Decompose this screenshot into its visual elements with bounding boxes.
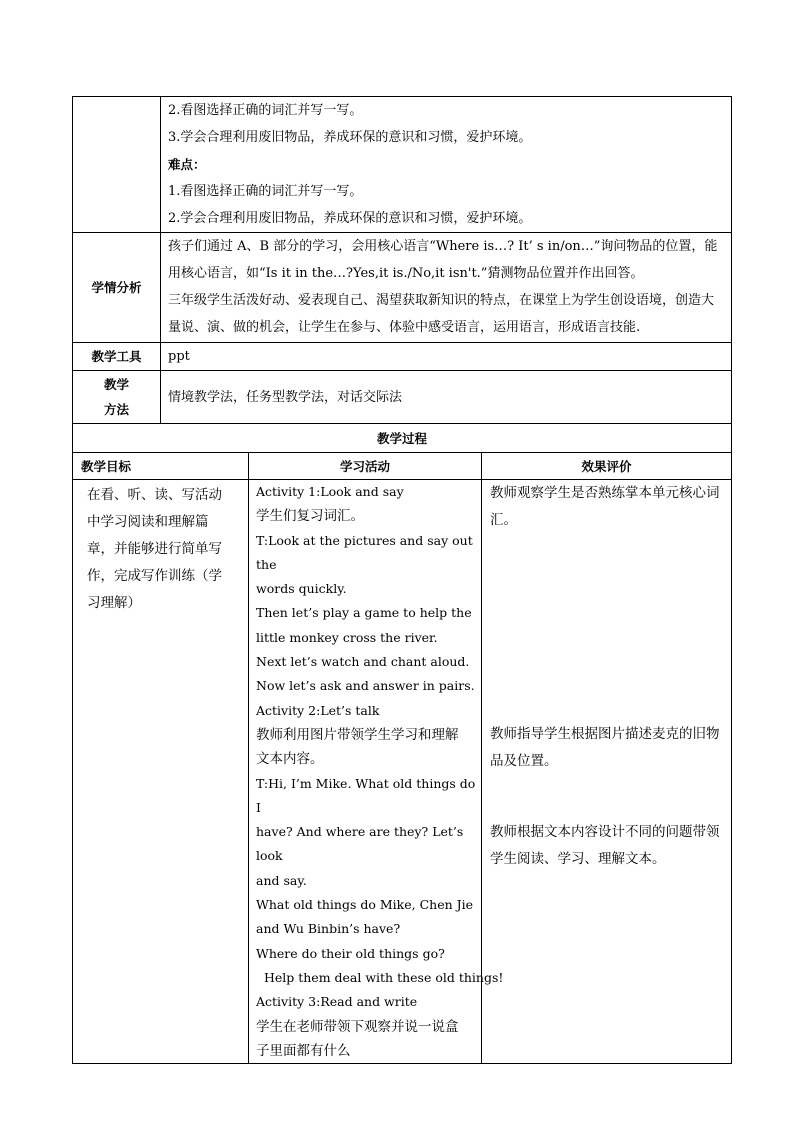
activity-line: Activity 1:Look and say	[256, 484, 404, 499]
header-goal: 教学目标	[73, 453, 249, 480]
process-header-row	[73, 453, 732, 480]
activity-line: Then let’s play a game to help the	[256, 605, 472, 621]
learning-analysis-content	[161, 233, 732, 343]
methods-label-line-2: 方法	[103, 402, 129, 417]
methods-value: 情境教学法，任务型教学法，对话交际法	[168, 389, 403, 405]
activity-line: T:Hi, I’m Mike. What old things do I	[256, 775, 476, 815]
activity-line: 学生们复习词汇。	[256, 508, 364, 525]
goal-cell	[73, 480, 249, 1064]
activity-line: T:Look at the pictures and say out the	[256, 532, 473, 572]
activity-line: What old things do Mike, Chen Jie	[256, 897, 474, 913]
activity-line: have? And where are they? Let’s look	[256, 824, 464, 864]
learning-analysis-row	[73, 233, 732, 343]
difficulty-line-1: 1.看图选择正确的词汇并写一写。	[168, 184, 363, 199]
learning-analysis-label: 学情分析	[73, 233, 161, 343]
activity-cell	[249, 480, 504, 1064]
objective-line-2: 2.看图选择正确的词汇并写一写。	[168, 103, 363, 118]
methods-row	[73, 371, 732, 424]
difficulty-line-2: 2.学会合理利用废旧物品，养成环保的意识和习惯，爱护环境。	[168, 211, 532, 226]
learning-analysis-para-1: 孩子们通过 A、B 部分的学习，会用核心语言“Where is…? It’ s in/on…”询问物品的位置，能用核心语言，如“Is it in the…?Yes,it is./No,it isn't.”猜测物品位置并作出回答。	[168, 239, 718, 281]
difficulty-content-cell	[161, 97, 732, 233]
evaluation-1: 教师观察学生是否熟练掌本单元核心词汇。	[490, 485, 720, 528]
activity-line: Next let’s watch and chant aloud.	[256, 654, 470, 670]
methods-value-cell	[161, 371, 732, 424]
tools-value: ppt	[168, 349, 190, 364]
difficulty-label-cell	[73, 97, 161, 233]
process-title-row	[73, 424, 732, 453]
activity-line: 子里面都有什么	[256, 1042, 351, 1059]
evaluation-3: 教师根据文本内容设计不同的问题带领学生阅读、学习、理解文本。	[490, 824, 720, 867]
activity-line: and say.	[256, 872, 307, 888]
activity-line: 教师利用图片带领学生学习和理解	[256, 726, 459, 743]
learning-analysis-para-2: 三年级学生活泼好动、爱表现自己、渴望获取新知识的特点，在课堂上为学生创设语境，创造大量说、演、做的机会，让学生在参与、体验中感受语言，运用语言，形成语言技能.	[168, 293, 715, 335]
activity-line: and Wu Binbin’s have?	[256, 921, 401, 937]
goal-text: 在看、听、读、写活动中学习阅读和理解篇章，并能够进行简单写作，完成写作训练（学习理解）	[87, 487, 222, 611]
evaluation-cell	[482, 480, 732, 1064]
methods-label	[73, 371, 161, 424]
activity-line: Activity 2:Let’s talk	[256, 702, 380, 718]
activity-line: 学生在老师带领下观察并说一说盒	[256, 1018, 459, 1035]
evaluation-2: 教师指导学生根据图片描述麦克的旧物品及位置。	[490, 726, 720, 769]
objective-line-3: 3.学会合理利用废旧物品，养成环保的意识和习惯，爱护环境。	[168, 130, 532, 145]
tools-row	[73, 343, 732, 371]
difficulty-heading: 难点：	[168, 157, 206, 172]
activity-line: Where do their old things go?	[256, 945, 445, 961]
activity-line: Help them deal with these old things!	[256, 969, 504, 985]
activity-line: 文本内容。	[256, 751, 324, 768]
tools-value-cell	[161, 343, 732, 371]
tools-label: 教学工具	[73, 343, 161, 371]
process-content-row	[73, 480, 732, 1064]
header-activity: 学习活动	[249, 453, 482, 480]
header-evaluation: 效果评价	[482, 453, 732, 480]
process-title: 教学过程	[73, 424, 732, 453]
methods-label-line-1: 教学	[103, 377, 129, 392]
activity-line: little monkey cross the river.	[256, 629, 438, 645]
difficulty-row	[73, 97, 732, 233]
activity-line: Now let’s ask and answer in pairs.	[256, 678, 475, 694]
activity-line: words quickly.	[256, 581, 347, 597]
activity-line: Activity 3:Read and write	[256, 994, 418, 1010]
lesson-plan-table	[72, 96, 732, 1064]
